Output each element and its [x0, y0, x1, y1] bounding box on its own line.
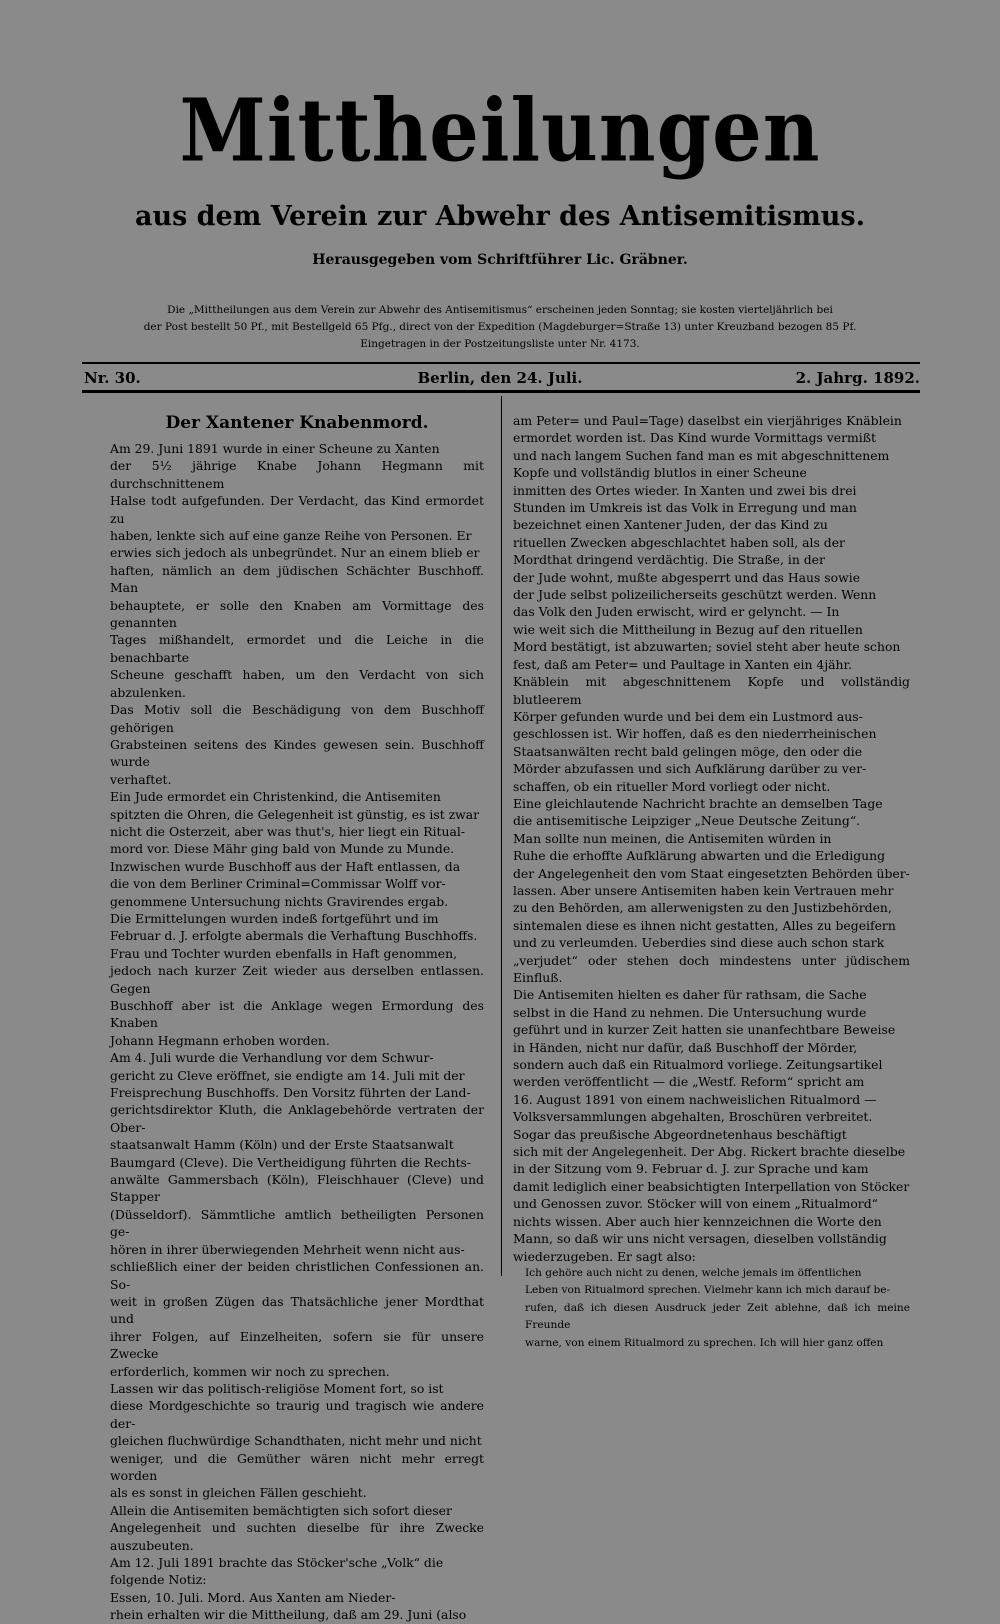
paragraph: Ein Jude ermordet ein Christenkind, die Antisemiten spitzten die Ohren, die Gelegenheit ist günstig, es ist zwar nicht die Osterzeit, aber was thut's, hier liegt ein Ritual- mord vor. Diese Mähr ging bald von Munde zu Munde.: [110, 789, 480, 857]
paragraph: Lassen wir das politisch-religiöse Moment fort, so ist diese Mordgeschichte so traurig und tragisch wie andere der- gleichen fluchwürdige Schandthaten, nicht mehr und nicht weniger, und die Gemüther wären nicht mehr erregt worden als es sonst in gleichen Fällen geschieht.: [110, 1380, 484, 1501]
header-rule-top: [82, 362, 920, 364]
paragraph: Die Ermittelungen wurden indeß fortgeführt und im Februar d. J. erfolgte abermals die Verhaftung Buschhoffs. Frau und Tochter wurden ebenfalls in Haft genommen, jedoch nach kurzer Zeit wieder aus derselben entlassen. Gegen Buschhoff aber ist die Anklage wegen Ermordung des Knaben Johann Hegmann erhoben worden.: [110, 910, 484, 1048]
paragraph: Eine gleichlautende Nachricht brachte an demselben Tage die antisemitische Leipziger „Neue Deutsche Zeitung“.: [513, 795, 883, 829]
paragraph: am Peter= und Paul=Tage) daselbst ein vierjähriges Knäblein ermordet worden ist. Das Kind wurde Vormittags vermißt und nach langem Suchen fand man es mit abgeschnittenem Kopfe und vollständig blutlos in einer Scheune inmitten des Ortes wieder. In Xanten und zwei bis drei Stunden im Umkreis ist das Volk in Erregung und man bezeichnet einen Xantener Juden, der das Kind zu rituellen Zwecken abgeschlachtet haben soll, als der Mordthat dringend verdächtig. Die Straße, in der der Jude wohnt, mußte abgesperrt und das Haus sowie der Jude selbst polizeilicherseits geschützt werden. Wenn das Volk den Juden erwischt, wird er gelyncht. — In wie weit sich die Mittheilung in Bezug auf den rituellen Mord bestätigt, ist abzuwarten; soviel steht aber heute schon fest, daß am Peter= und Paultage in Xanten ein 4jähr. Knäblein mit abgeschnittenem Kopfe und vollständig blutleerem Körper gefunden wurde und bei dem ein Lustmord aus- geschlossen ist. Wir hoffen, daß es den niederrheinischen Staatsanwälten recht bald gelingen möge, den oder die Mörder abzufassen und sich Aufklärung darüber zu ver- schaffen, ob ein ritueller Mord vorliegt oder nicht.: [513, 413, 910, 794]
paragraph: Inzwischen wurde Buschhoff aus der Haft entlassen, da die von dem Berliner Criminal=Commissar Wolff vor- genommene Untersuchung nichts Gravirendes ergab.: [110, 858, 461, 909]
column-divider: [501, 396, 502, 1276]
paragraph: Allein die Antisemiten bemächtigten sich sofort dieser Angelegenheit und suchten dieselbe für ihre Zwecke auszubeuten. Am 12. Juli 1891 brachte das Stöcker'sche „Volk“ die folgende Notiz:: [110, 1502, 484, 1588]
header-rule-bottom: [82, 390, 920, 393]
quote-block: Ich gehöre auch nicht zu denen, welche jemals im öffentlichen Leben von Ritualmord sprechen. Vielmehr kann ich mich darauf be- rufen, daß ich diesen Ausdruck jeder Zeit ablehne, daß ich meine Freunde warne, von einem Ritualmord zu sprechen. Ich will hier ganz offen: [525, 1266, 910, 1349]
subscription-notice: [120, 302, 880, 353]
paragraph: Essen, 10. Juli. Mord. Aus Xanten am Nieder- rhein erhalten wir die Mittheilung, daß am 29. Juni (also: [110, 1589, 467, 1623]
issue-number: Nr. 30.: [84, 369, 141, 387]
notice-line: Eingetragen in der Postzeitungsliste unter Nr. 4173.: [360, 338, 640, 350]
masthead-title: Mittheilungen: [179, 81, 821, 182]
paragraph: Am 4. Juli wurde die Verhandlung vor dem Schwur- gericht zu Cleve eröffnet, sie endigte am 14. Juli mit der Freisprechung Buschhoffs. Den Vorsitz führten der Land- gerichtsdirektor Kluth, die Anklagebehörde vertraten der Ober- staatsanwalt Hamm (Köln) und der Erste Staatsanwalt Baumgard (Cleve). Die Vertheidigung führten die Rechts- anwälte Gammersbach (Köln), Fleischhauer (Cleve) und Stapper (Düsseldorf). Sämmtliche amtlich betheiligten Personen ge- hören in ihrer überwiegenden Mehrheit wenn nicht aus- schließlich einer der beiden christlichen Confessionen an. So- weit in großen Zügen das Thatsächliche jener Mordthat und ihrer Folgen, auf Einzelheiten, sofern sie für unsere Zwecke erforderlich, kommen wir noch zu sprechen.: [110, 1050, 484, 1379]
right-column: [513, 412, 910, 1352]
notice-line: Die „Mittheilungen aus dem Verein zur Abwehr des Antisemitismus“ erscheinen jeden Sonntag; sie kosten vierteljährlich bei: [167, 304, 833, 316]
notice-line: der Post bestellt 50 Pf., mit Bestellgeld 65 Pfg., direct von der Expedition (Magdeburger=Straße 13) unter Kreuzband bezogen 85 Pf.: [143, 321, 857, 333]
paragraph: Am 29. Juni 1891 wurde in einer Scheune zu Xanten der 5½ jährige Knabe Johann Hegmann mit durchschnittenem Halse todt aufgefunden. Der Verdacht, das Kind ermordet zu haben, lenkte sich auf eine ganze Reihe von Personen. Er erwies sich jedoch als unbegründet. Nur an einem blieb er haften, nämlich an dem jüdischen Schächter Buschhoff. Man behauptete, er solle den Knaben am Vormittage des genannten Tages mißhandelt, ermordet und die Leiche in die benachbarte Scheune geschafft haben, um den Verdacht von sich abzulenken. Das Motiv soll die Beschädigung von dem Buschhoff gehörigen Grabsteinen seitens des Kindes gewesen sein. Buschhoff wurde verhaftet.: [110, 441, 484, 787]
paragraph: Man sollte nun meinen, die Antisemiten würden in Ruhe die erhoffte Aufklärung abwarten und die Erledigung der Angelegenheit den vom Staat eingesetzten Behörden über- lassen. Aber unsere Antisemiten haben kein Vertrauen mehr zu den Behörden, am allerwenigsten zu den Justizbehörden, sintemalen diese es ihnen nicht gestatten, Alles zu begeifern und zu verleumden. Ueberdies sind diese auch schon stark „verjudet“ oder stehen doch mindestens unter jüdischem Einfluß. Die Antisemiten hielten es daher für rathsam, die Sache selbst in die Hand zu nehmen. Die Untersuchung wurde geführt und in kurzer Zeit hatten sie unanfechtbare Beweise in Händen, nicht nur dafür, daß Buschhoff der Mörder, sondern auch daß ein Ritualmord vorliege. Zeitungsartikel werden veröffentlicht — die „Westf. Reform“ spricht am 16. August 1891 von einem nachweislichen Ritualmord — Volksversammlungen abgehalten, Broschüren verbreitet.: [513, 830, 910, 1125]
issue-date: Berlin, den 24. Juli.: [417, 369, 583, 387]
paragraph: Sogar das preußische Abgeordnetenhaus beschäftigt sich mit der Angelegenheit. Der Abg. Rickert brachte dieselbe in der Sitzung vom 9. Februar d. J. zur Sprache und kam damit lediglich einer beabsichtigten Interpellation von Stöcker und Genossen zuvor. Stöcker will von einem „Ritualmord“ nichts wissen. Aber auch hier kennzeichnen die Worte den Mann, so daß wir uns nicht versagen, dieselben vollständig wiederzugeben. Er sagt also:: [513, 1126, 910, 1264]
article-title: Der Xantener Knabenmord.: [165, 413, 429, 433]
masthead-subtitle: aus dem Verein zur Abwehr des Antisemitismus.: [134, 201, 866, 232]
editor-line: Herausgegeben vom Schriftführer Lic. Gräbner.: [312, 252, 688, 268]
issue-year: 2. Jahrg. 1892.: [795, 369, 920, 387]
left-column: [110, 410, 484, 1624]
